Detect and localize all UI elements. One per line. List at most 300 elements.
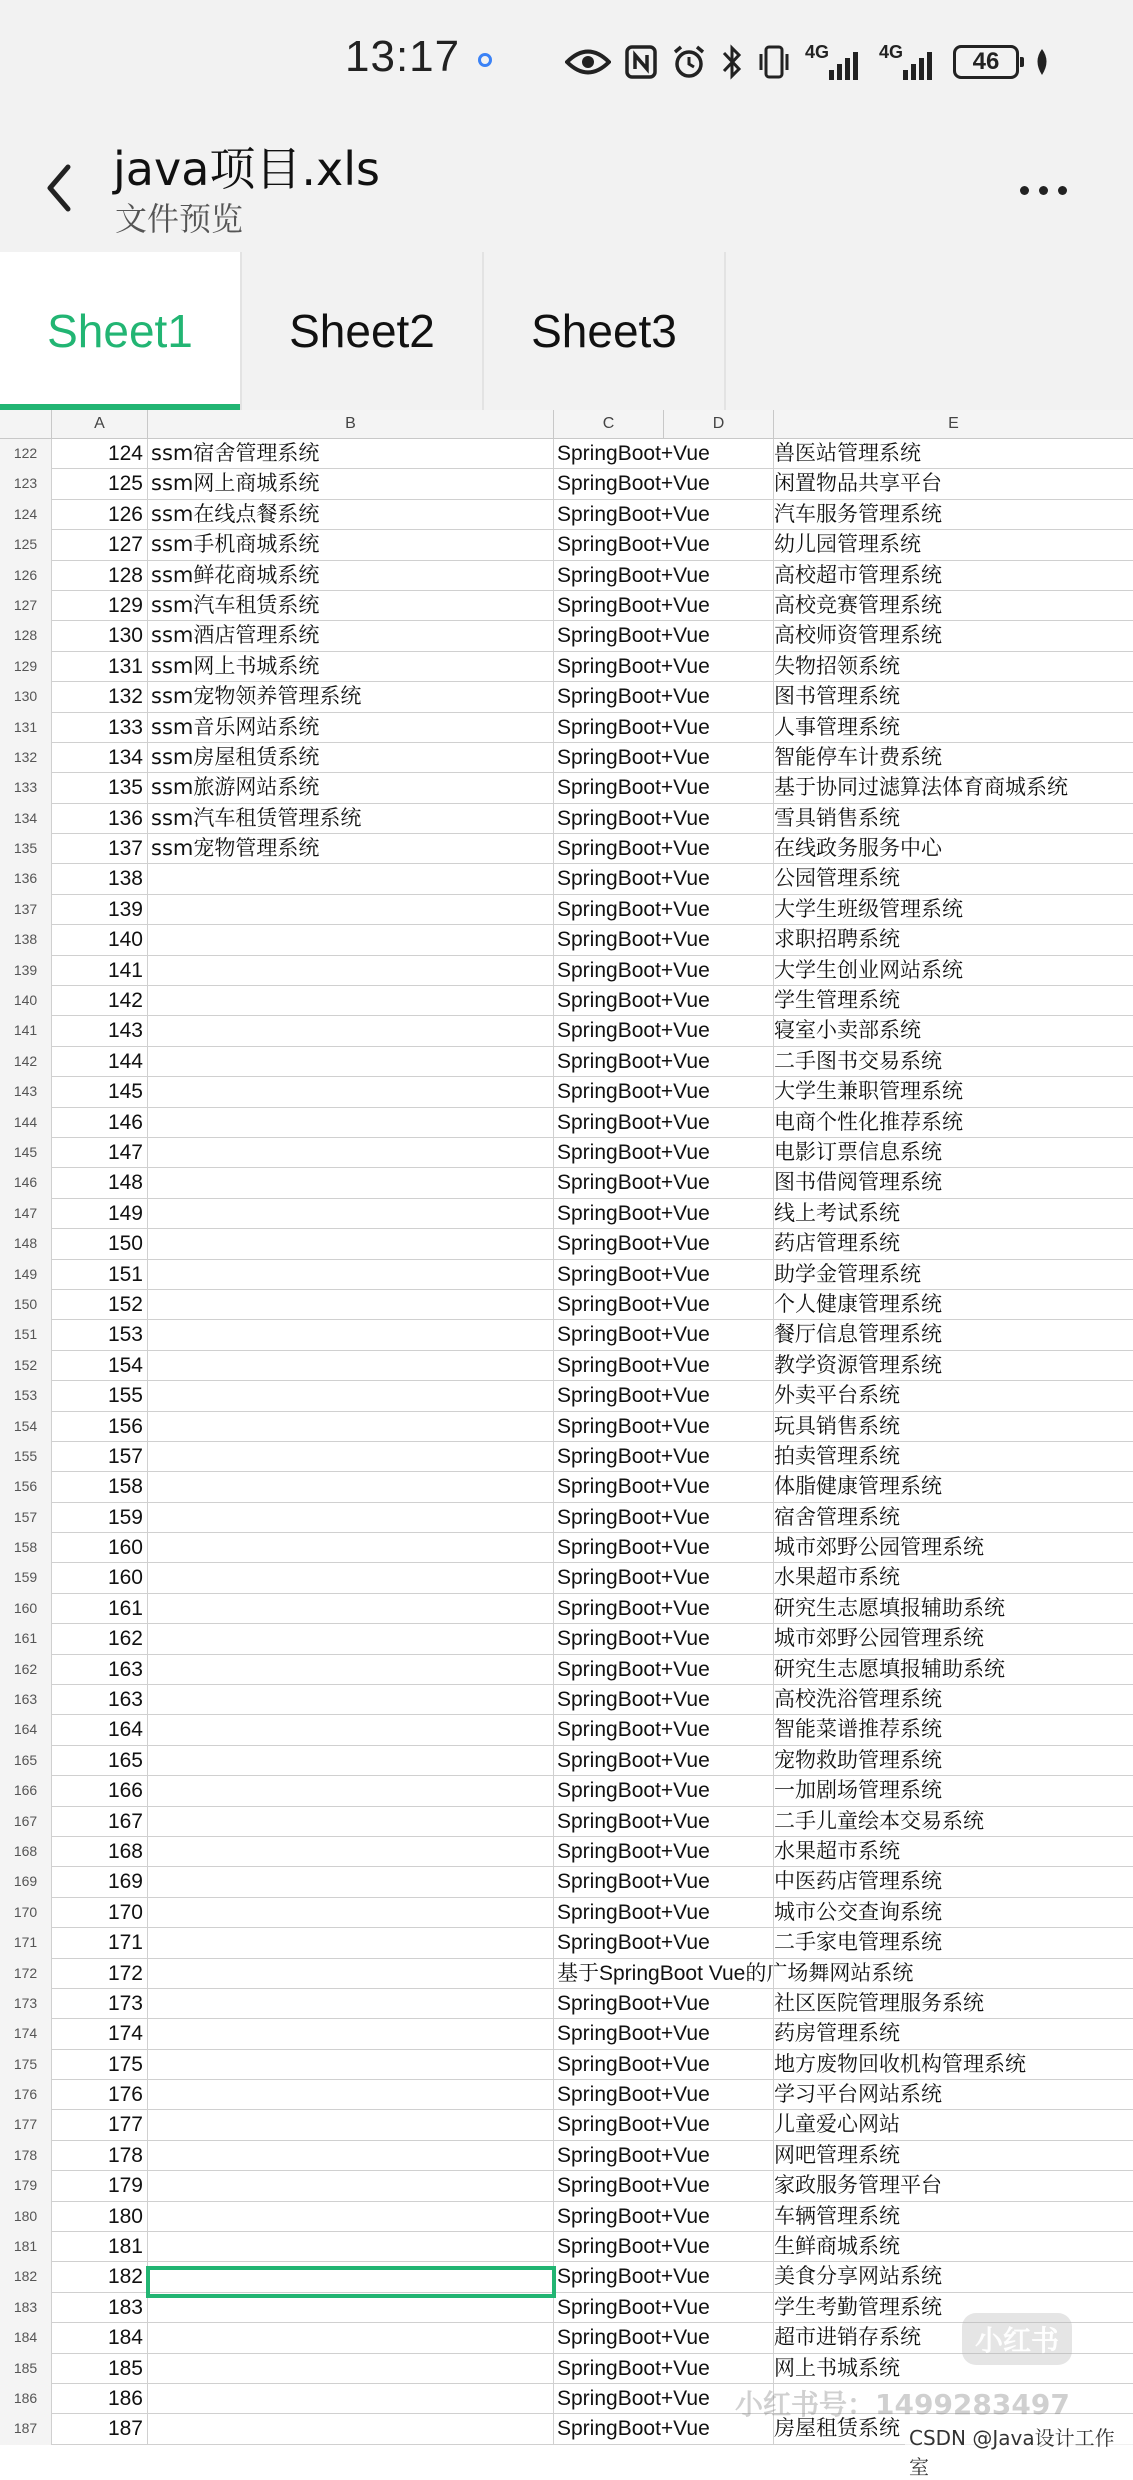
cell-e[interactable]: 智能菜谱推荐系统 (774, 1717, 942, 1742)
cell-b[interactable] (148, 1807, 554, 1837)
cell-c[interactable] (554, 895, 710, 925)
row-number[interactable]: 160 (0, 1594, 52, 1624)
cell-a[interactable]: 176 (52, 2080, 148, 2110)
row-number[interactable]: 125 (0, 530, 52, 560)
cell-b[interactable] (148, 1199, 554, 1229)
cell-d[interactable] (664, 1715, 774, 1745)
cell-a[interactable]: 183 (52, 2293, 148, 2323)
cell-c[interactable] (554, 1290, 710, 1320)
cell-d[interactable] (664, 1594, 774, 1624)
cell-a[interactable]: 181 (52, 2232, 148, 2262)
cell-e[interactable]: 一加剧场管理系统 (774, 1778, 942, 1803)
cell-a[interactable]: 150 (52, 1229, 148, 1259)
cell-a[interactable]: 142 (52, 986, 148, 1016)
row-number[interactable]: 163 (0, 1685, 52, 1715)
cell-e[interactable]: 拍卖管理系统 (774, 1443, 900, 1468)
cell-c[interactable] (554, 1655, 710, 1685)
cell-e[interactable]: 大学生创业网站系统 (774, 957, 963, 982)
cell-d[interactable] (664, 1685, 774, 1715)
row-number[interactable]: 130 (0, 682, 52, 712)
cell-d[interactable] (664, 1503, 774, 1533)
row-number[interactable]: 147 (0, 1199, 52, 1229)
cell-a[interactable]: 152 (52, 1290, 148, 1320)
cell-e[interactable]: 水果超市系统 (774, 1838, 900, 1863)
cell-a[interactable]: 153 (52, 1320, 148, 1350)
cell-d[interactable] (664, 1959, 774, 1989)
row-number[interactable]: 180 (0, 2202, 52, 2232)
row-number[interactable]: 145 (0, 1138, 52, 1168)
cell-e[interactable]: 水果超市系统 (774, 1565, 900, 1590)
cell-b[interactable] (148, 1624, 554, 1654)
cell-d[interactable] (664, 773, 774, 803)
cell-a[interactable]: 147 (52, 1138, 148, 1168)
cell-d[interactable] (664, 986, 774, 1016)
cell-c[interactable] (554, 743, 710, 773)
cell-d[interactable] (664, 1016, 774, 1046)
row-number[interactable]: 176 (0, 2080, 52, 2110)
cell-b[interactable]: ssm音乐网站系统 (148, 713, 554, 743)
cell-c[interactable] (554, 1503, 710, 1533)
tab-sheet3[interactable]: Sheet3 (484, 252, 726, 410)
cell-c[interactable] (554, 1989, 710, 2019)
cell-a[interactable]: 128 (52, 561, 148, 591)
cell-b[interactable] (148, 1776, 554, 1806)
row-number[interactable]: 169 (0, 1867, 52, 1897)
cell-e[interactable]: 大学生兼职管理系统 (774, 1079, 963, 1104)
cell-c[interactable] (554, 530, 710, 560)
cell-b[interactable] (148, 1594, 554, 1624)
cell-e[interactable]: 城市郊野公园管理系统 (774, 1535, 984, 1560)
column-header-d[interactable]: D (664, 410, 774, 438)
cell-a[interactable]: 124 (52, 439, 148, 469)
cell-d[interactable] (664, 834, 774, 864)
cell-e[interactable]: 公园管理系统 (774, 866, 900, 891)
cell-b[interactable] (148, 1320, 554, 1350)
row-number[interactable]: 173 (0, 1989, 52, 2019)
row-number[interactable]: 177 (0, 2110, 52, 2140)
row-number[interactable]: 148 (0, 1229, 52, 1259)
cell-e[interactable]: 在线政务服务中心 (774, 836, 942, 861)
cell-a[interactable]: 132 (52, 682, 148, 712)
cell-d[interactable] (664, 1260, 774, 1290)
cell-a[interactable]: 136 (52, 804, 148, 834)
cell-a[interactable]: 125 (52, 469, 148, 499)
row-number[interactable]: 134 (0, 804, 52, 834)
cell-e[interactable]: 助学金管理系统 (774, 1261, 921, 1286)
cell-d[interactable] (664, 1746, 774, 1776)
cell-a[interactable]: 163 (52, 1655, 148, 1685)
cell-c[interactable] (554, 1108, 710, 1138)
cell-c[interactable] (554, 1351, 710, 1381)
cell-a[interactable]: 162 (52, 1624, 148, 1654)
row-number[interactable]: 155 (0, 1442, 52, 1472)
cell-e[interactable]: 图书借阅管理系统 (774, 1170, 942, 1195)
cell-b[interactable] (148, 1959, 554, 1989)
cell-b[interactable] (148, 1746, 554, 1776)
cell-d[interactable] (664, 1624, 774, 1654)
row-number[interactable]: 159 (0, 1563, 52, 1593)
cell-a[interactable]: 186 (52, 2384, 148, 2414)
row-number[interactable]: 122 (0, 439, 52, 469)
cell-c[interactable] (554, 2171, 710, 2201)
row-number[interactable]: 146 (0, 1168, 52, 1198)
cell-b[interactable] (148, 1016, 554, 1046)
row-number[interactable]: 129 (0, 652, 52, 682)
cell-a[interactable]: 140 (52, 925, 148, 955)
cell-b[interactable] (148, 2293, 554, 2323)
cell-a[interactable]: 165 (52, 1746, 148, 1776)
cell-c[interactable] (554, 2141, 710, 2171)
cell-b[interactable] (148, 2019, 554, 2049)
cell-c[interactable] (554, 2354, 710, 2384)
cell-d[interactable] (664, 1290, 774, 1320)
cell-d[interactable] (664, 500, 774, 530)
cell-b[interactable] (148, 1563, 554, 1593)
cell-e[interactable]: 高校竞赛管理系统 (774, 592, 942, 617)
cell-b[interactable]: ssm宿舍管理系统 (148, 439, 554, 469)
cell-d[interactable] (664, 1199, 774, 1229)
cell-a[interactable]: 184 (52, 2323, 148, 2353)
cell-d[interactable] (664, 1776, 774, 1806)
cell-a[interactable]: 156 (52, 1412, 148, 1442)
cell-b[interactable] (148, 2141, 554, 2171)
cell-b[interactable]: ssm旅游网站系统 (148, 773, 554, 803)
row-number[interactable]: 157 (0, 1503, 52, 1533)
cell-e[interactable]: 中医药店管理系统 (774, 1869, 942, 1894)
cell-d[interactable] (664, 1928, 774, 1958)
cell-d[interactable] (664, 2202, 774, 2232)
cell-c[interactable] (554, 804, 710, 834)
cell-a[interactable]: 127 (52, 530, 148, 560)
cell-c[interactable] (554, 1260, 710, 1290)
cell-b[interactable] (148, 2232, 554, 2262)
cell-d[interactable] (664, 439, 774, 469)
cell-d[interactable] (664, 2080, 774, 2110)
cell-c[interactable] (554, 561, 710, 591)
cell-e[interactable]: 学生管理系统 (774, 988, 900, 1013)
cell-d[interactable] (664, 804, 774, 834)
cell-c[interactable] (554, 773, 710, 803)
cell-a[interactable]: 187 (52, 2414, 148, 2444)
row-number[interactable]: 185 (0, 2354, 52, 2384)
cell-a[interactable]: 170 (52, 1898, 148, 1928)
cell-a[interactable]: 137 (52, 834, 148, 864)
cell-e[interactable]: 高校洗浴管理系统 (774, 1687, 942, 1712)
cell-d[interactable] (664, 1837, 774, 1867)
back-button[interactable] (34, 155, 84, 221)
cell-a[interactable]: 158 (52, 1472, 148, 1502)
cell-c[interactable] (554, 1168, 710, 1198)
spreadsheet[interactable] (0, 410, 1133, 2453)
cell-a[interactable]: 180 (52, 2202, 148, 2232)
cell-a[interactable]: 126 (52, 500, 148, 530)
cell-a[interactable]: 135 (52, 773, 148, 803)
cell-a[interactable]: 175 (52, 2050, 148, 2080)
cell-e[interactable]: 高校超市管理系统 (774, 562, 942, 587)
cell-e[interactable]: 美食分享网站系统 (774, 2264, 942, 2289)
cell-b[interactable]: ssm汽车租赁系统 (148, 591, 554, 621)
cell-a[interactable]: 157 (52, 1442, 148, 1472)
row-number[interactable]: 166 (0, 1776, 52, 1806)
cell-d[interactable] (664, 2019, 774, 2049)
cell-b[interactable]: ssm宠物领养管理系统 (148, 682, 554, 712)
cell-e[interactable]: 家政服务管理平台 (774, 2173, 942, 2198)
cell-c[interactable] (554, 2202, 710, 2232)
cell-c[interactable] (554, 2110, 710, 2140)
row-number[interactable]: 153 (0, 1381, 52, 1411)
cell-e[interactable]: 电影订票信息系统 (774, 1139, 942, 1164)
row-number[interactable]: 136 (0, 864, 52, 894)
cell-b[interactable] (148, 986, 554, 1016)
cell-b[interactable]: ssm汽车租赁管理系统 (148, 804, 554, 834)
cell-e[interactable]: 学习平台网站系统 (774, 2082, 942, 2107)
cell-d[interactable] (664, 1563, 774, 1593)
cell-a[interactable]: 178 (52, 2141, 148, 2171)
cell-b[interactable] (148, 1472, 554, 1502)
cell-e[interactable]: 幼儿园管理系统 (774, 532, 921, 557)
row-number[interactable]: 167 (0, 1807, 52, 1837)
tab-sheet2[interactable]: Sheet2 (242, 252, 484, 410)
cell-c[interactable] (554, 1776, 710, 1806)
cell-e[interactable]: 城市郊野公园管理系统 (774, 1626, 984, 1651)
cell-a[interactable]: 166 (52, 1776, 148, 1806)
row-number[interactable]: 142 (0, 1047, 52, 1077)
cell-a[interactable]: 145 (52, 1077, 148, 1107)
cell-e[interactable]: 雪具销售系统 (774, 805, 900, 830)
cell-c[interactable] (554, 652, 710, 682)
cell-d[interactable] (664, 2050, 774, 2080)
cell-e[interactable]: 网吧管理系统 (774, 2142, 900, 2167)
cell-d[interactable] (664, 1442, 774, 1472)
row-number[interactable]: 174 (0, 2019, 52, 2049)
cell-b[interactable]: ssm房屋租赁系统 (148, 743, 554, 773)
cell-b[interactable] (148, 1867, 554, 1897)
row-number[interactable]: 150 (0, 1290, 52, 1320)
cell-d[interactable] (664, 2354, 774, 2384)
row-number[interactable]: 165 (0, 1746, 52, 1776)
cell-c[interactable] (554, 1837, 710, 1867)
cell-d[interactable] (664, 1138, 774, 1168)
cell-e[interactable]: 汽车服务管理系统 (774, 501, 942, 526)
cell-b[interactable] (148, 1533, 554, 1563)
cell-b[interactable] (148, 2354, 554, 2384)
cell-e[interactable]: 社区医院管理服务系统 (774, 1990, 984, 2015)
cell-a[interactable]: 173 (52, 1989, 148, 2019)
cell-e[interactable]: 外卖平台系统 (774, 1383, 900, 1408)
cell-a[interactable]: 163 (52, 1685, 148, 1715)
cell-d[interactable] (664, 469, 774, 499)
cell-c[interactable] (554, 1624, 710, 1654)
cell-d[interactable] (664, 652, 774, 682)
cell-b[interactable] (148, 1351, 554, 1381)
cell-a[interactable]: 138 (52, 864, 148, 894)
cell-a[interactable]: 148 (52, 1168, 148, 1198)
row-number[interactable]: 171 (0, 1928, 52, 1958)
cell-c[interactable] (554, 2293, 710, 2323)
more-options-button[interactable] (1020, 170, 1080, 210)
row-number[interactable]: 139 (0, 956, 52, 986)
cell-b[interactable] (148, 2080, 554, 2110)
cell-d[interactable] (664, 2171, 774, 2201)
cell-d[interactable] (664, 1472, 774, 1502)
cell-b[interactable] (148, 1503, 554, 1533)
cell-d[interactable] (664, 591, 774, 621)
cell-c[interactable] (554, 864, 710, 894)
cell-e[interactable]: 生鲜商城系统 (774, 2234, 900, 2259)
cell-c[interactable] (554, 2262, 710, 2292)
cell-e[interactable]: 失物招领系统 (774, 653, 900, 678)
row-number[interactable]: 133 (0, 773, 52, 803)
cell-d[interactable] (664, 1898, 774, 1928)
cell-b[interactable] (148, 1442, 554, 1472)
row-number[interactable]: 170 (0, 1898, 52, 1928)
cell-a[interactable]: 168 (52, 1837, 148, 1867)
cell-b[interactable] (148, 1989, 554, 2019)
cell-b[interactable]: ssm宠物管理系统 (148, 834, 554, 864)
cell-a[interactable]: 182 (52, 2262, 148, 2292)
row-number[interactable]: 140 (0, 986, 52, 1016)
row-number[interactable]: 161 (0, 1624, 52, 1654)
column-header-b[interactable]: B (148, 410, 554, 438)
cell-b[interactable] (148, 2110, 554, 2140)
cell-e[interactable]: 研究生志愿填报辅助系统 (774, 1656, 1005, 1681)
cell-d[interactable] (664, 2110, 774, 2140)
cell-c[interactable] (554, 834, 710, 864)
cell-a[interactable]: 130 (52, 621, 148, 651)
cell-c[interactable] (554, 2050, 710, 2080)
cell-b[interactable] (148, 1260, 554, 1290)
row-number[interactable]: 138 (0, 925, 52, 955)
cell-a[interactable]: 149 (52, 1199, 148, 1229)
cell-e[interactable]: 网上书城系统 (774, 2355, 900, 2380)
row-number[interactable]: 156 (0, 1472, 52, 1502)
cell-a[interactable]: 161 (52, 1594, 148, 1624)
cell-b[interactable]: ssm网上书城系统 (148, 652, 554, 682)
cell-e[interactable]: 求职招聘系统 (774, 927, 900, 952)
cell-b[interactable] (148, 2171, 554, 2201)
cell-a[interactable]: 167 (52, 1807, 148, 1837)
cell-e[interactable]: 教学资源管理系统 (774, 1352, 942, 1377)
cell-a[interactable]: 144 (52, 1047, 148, 1077)
cell-b[interactable] (148, 956, 554, 986)
cell-d[interactable] (664, 621, 774, 651)
cell-d[interactable] (664, 1867, 774, 1897)
cell-c[interactable] (554, 1138, 710, 1168)
cell-a[interactable]: 131 (52, 652, 148, 682)
cell-b[interactable] (148, 925, 554, 955)
cell-c[interactable] (554, 986, 710, 1016)
cell-c[interactable] (554, 591, 710, 621)
cell-a[interactable]: 139 (52, 895, 148, 925)
row-number[interactable]: 182 (0, 2262, 52, 2292)
cell-d[interactable] (664, 1229, 774, 1259)
cell-c[interactable] (554, 1199, 710, 1229)
cell-c[interactable] (554, 469, 710, 499)
cell-d[interactable] (664, 1807, 774, 1837)
cell-e[interactable]: 房屋租赁系统 (774, 2416, 900, 2441)
cell-c[interactable] (554, 2323, 710, 2353)
cell-c[interactable] (554, 439, 710, 469)
cell-e[interactable]: 研究生志愿填报辅助系统 (774, 1595, 1005, 1620)
cell-c[interactable] (554, 1412, 710, 1442)
cell-d[interactable] (664, 1047, 774, 1077)
row-number[interactable]: 149 (0, 1260, 52, 1290)
row-number[interactable]: 131 (0, 713, 52, 743)
row-number[interactable]: 179 (0, 2171, 52, 2201)
cell-b[interactable] (148, 1837, 554, 1867)
cell-d[interactable] (664, 864, 774, 894)
cell-c[interactable] (554, 1715, 710, 1745)
cell-b[interactable] (148, 1381, 554, 1411)
cell-c[interactable] (554, 1320, 710, 1350)
cell-a[interactable]: 160 (52, 1533, 148, 1563)
cell-e[interactable]: 二手家电管理系统 (774, 1930, 942, 1955)
cell-d[interactable] (664, 1320, 774, 1350)
cell-c[interactable] (554, 1381, 710, 1411)
cell-d[interactable] (664, 2262, 774, 2292)
cell-d[interactable] (664, 956, 774, 986)
row-number[interactable]: 168 (0, 1837, 52, 1867)
cell-d[interactable] (664, 530, 774, 560)
cell-d[interactable] (664, 1533, 774, 1563)
cell-b[interactable] (148, 1685, 554, 1715)
cell-a[interactable]: 143 (52, 1016, 148, 1046)
cell-e[interactable]: 闲置物品共享平台 (774, 471, 942, 496)
cell-b[interactable] (148, 2323, 554, 2353)
cell-d[interactable] (664, 1989, 774, 2019)
cell-a[interactable]: 146 (52, 1108, 148, 1138)
row-number[interactable]: 128 (0, 621, 52, 651)
cell-d[interactable] (664, 1655, 774, 1685)
row-number[interactable]: 141 (0, 1016, 52, 1046)
cell-c[interactable] (554, 1472, 710, 1502)
corner-cell[interactable] (0, 410, 52, 438)
cell-e[interactable]: 图书管理系统 (774, 684, 900, 709)
cell-e[interactable]: 大学生班级管理系统 (774, 896, 963, 921)
cell-e[interactable]: 电商个性化推荐系统 (774, 1109, 963, 1134)
row-number[interactable]: 144 (0, 1108, 52, 1138)
cell-c[interactable] (554, 2232, 710, 2262)
cell-c[interactable] (554, 1807, 710, 1837)
cell-e[interactable]: 超市进销存系统 (774, 2325, 921, 2350)
cell-a[interactable]: 155 (52, 1381, 148, 1411)
cell-c[interactable] (554, 1928, 710, 1958)
cell-b[interactable] (148, 2262, 554, 2292)
cell-c[interactable] (554, 682, 710, 712)
cell-b[interactable] (148, 2384, 554, 2414)
cell-e[interactable]: 玩具销售系统 (774, 1413, 900, 1438)
cell-d[interactable] (664, 1381, 774, 1411)
row-number[interactable]: 178 (0, 2141, 52, 2171)
cell-d[interactable] (664, 1168, 774, 1198)
cell-b[interactable] (148, 1138, 554, 1168)
cell-e[interactable]: 二手图书交易系统 (774, 1048, 942, 1073)
cell-d[interactable] (664, 2293, 774, 2323)
cell-d[interactable] (664, 1077, 774, 1107)
cell-e[interactable]: 兽医站管理系统 (774, 441, 921, 465)
column-header-a[interactable]: A (52, 410, 148, 438)
row-number[interactable]: 127 (0, 591, 52, 621)
cell-d[interactable] (664, 561, 774, 591)
row-number[interactable]: 184 (0, 2323, 52, 2353)
cell-b[interactable] (148, 1655, 554, 1685)
cell-e[interactable]: 基于协同过滤算法体育商城系统 (774, 775, 1068, 800)
row-number[interactable]: 183 (0, 2293, 52, 2323)
cell-e[interactable]: 人事管理系统 (774, 714, 900, 739)
row-number[interactable]: 181 (0, 2232, 52, 2262)
cell-b[interactable] (148, 895, 554, 925)
cell-d[interactable] (664, 2232, 774, 2262)
